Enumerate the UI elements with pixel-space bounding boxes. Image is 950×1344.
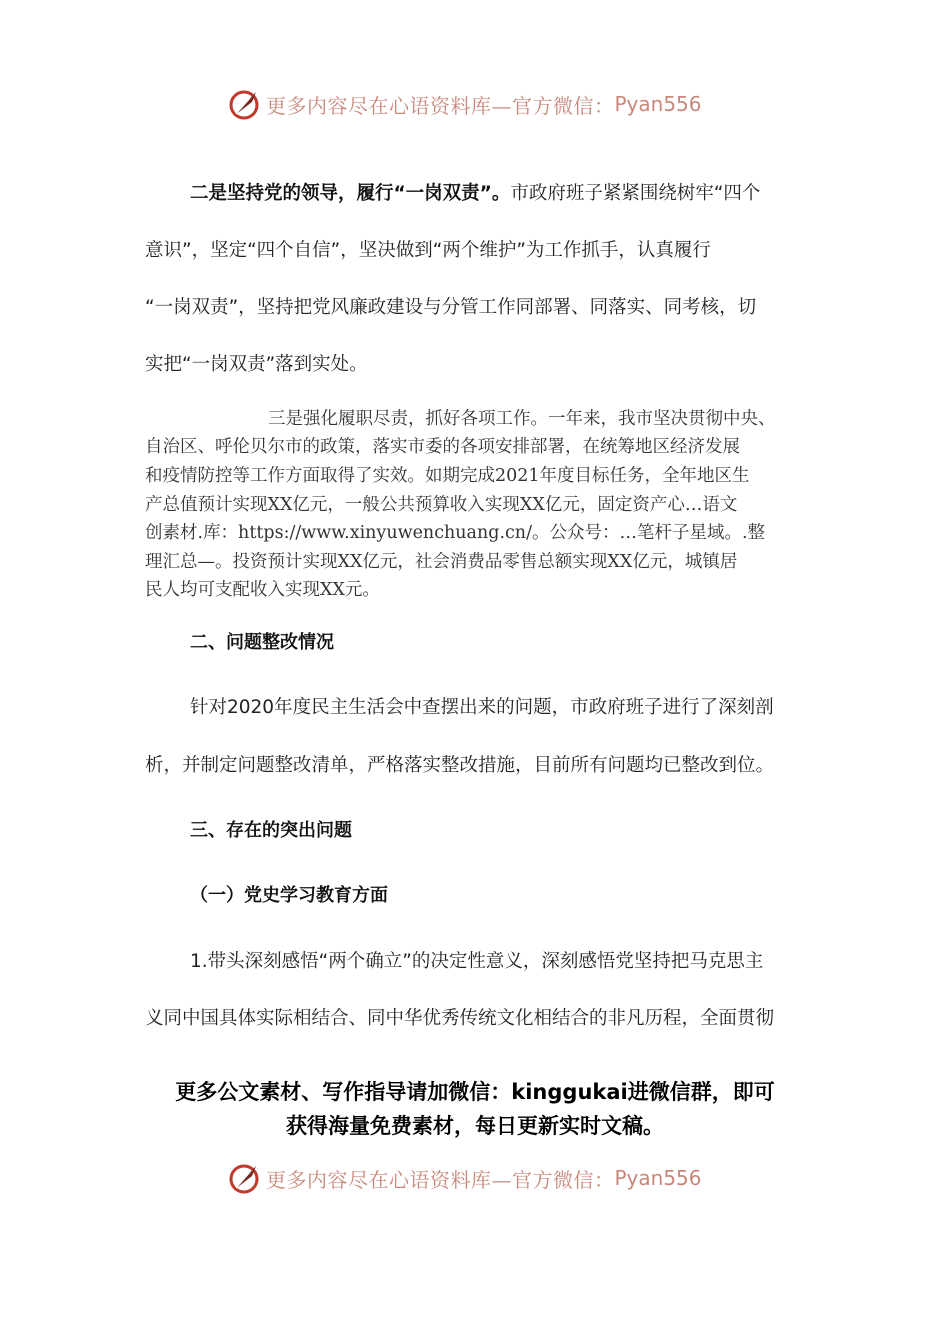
para2-line7: 民人均可支配收入实现XX元。 [145, 580, 380, 600]
para3-line1: 针对2020年度民主生活会中查摆出来的问题，市政府班子进行了深刻剖 [190, 697, 774, 718]
quill-logo-icon [226, 86, 262, 122]
para2-line1: 三是强化履职尽责，抓好各项工作。一年来，我市坚决贯彻中央、 [268, 409, 776, 429]
watermark-text: 更多内容尽在心语资料库—官方微信： [266, 1167, 615, 1192]
bottom-watermark [226, 1158, 702, 1198]
watermark-id: Pyan556 [614, 1166, 702, 1190]
section-heading-3: 三、存在的突出问题 [190, 820, 352, 841]
para3-line2: 析，并制定问题整改清单，严格落实整改措施，目前所有问题均已整改到位。 [145, 755, 775, 776]
quill-logo-icon [226, 1160, 262, 1196]
para1-bold-lead: 二是坚持党的领导，履行“一岗双责”。 [190, 183, 511, 204]
para4-line1: 1.带头深刻感悟“两个确立”的决定性意义，深刻感悟党坚持把马克思主 [190, 951, 764, 972]
subheading-1: （一）党史学习教育方面 [190, 885, 388, 906]
para2-line3: 和疫情防控等工作方面取得了实效。如期完成2021年度目标任务，全年地区生 [145, 466, 750, 486]
para1-line1-text: 市政府班子紧紧围绕树牢“四个 [510, 183, 761, 204]
watermark-text: 更多内容尽在心语资料库—官方微信： [266, 93, 615, 118]
para2-line5: 创素材.库：https://www.xinyuwenchuang.cn/。公众号：…笔杆子星域。.整 [145, 523, 766, 543]
para1-line1 [190, 180, 855, 208]
para1-line4: 实把“一岗双责”落到实处。 [145, 354, 368, 375]
para1-line3: “一岗双责”，坚持把党风廉政建设与分管工作同部署、同落实、同考核，切 [145, 297, 757, 318]
watermark-id: Pyan556 [614, 92, 702, 116]
section-heading-2: 二、问题整改情况 [190, 632, 334, 653]
para2-line4: 产总值预计实现XX亿元，一般公共预算收入实现XX亿元，固定资产心…语文 [145, 495, 738, 515]
para1-line2: 意识”，坚定“四个自信”，坚决做到“两个维护”为工作抓手，认真履行 [145, 240, 711, 261]
para2-line6: 理汇总—。投资预计实现XX亿元，社会消费品零售总额实现XX亿元，城镇居 [145, 552, 738, 572]
footer-notice-line1: 更多公文素材、写作指导请加微信：kinggukai进微信群，即可 [175, 1080, 775, 1104]
para4-line2: 义同中国具体实际相结合、同中华优秀传统文化相结合的非凡历程，全面贯彻 [145, 1008, 775, 1029]
footer-notice-line2: 获得海量免费素材，每日更新实时文稿。 [286, 1114, 664, 1138]
para2-line2: 自治区、呼伦贝尔市的政策，落实市委的各项安排部署，在统筹地区经济发展 [145, 437, 740, 457]
top-watermark [226, 84, 702, 124]
